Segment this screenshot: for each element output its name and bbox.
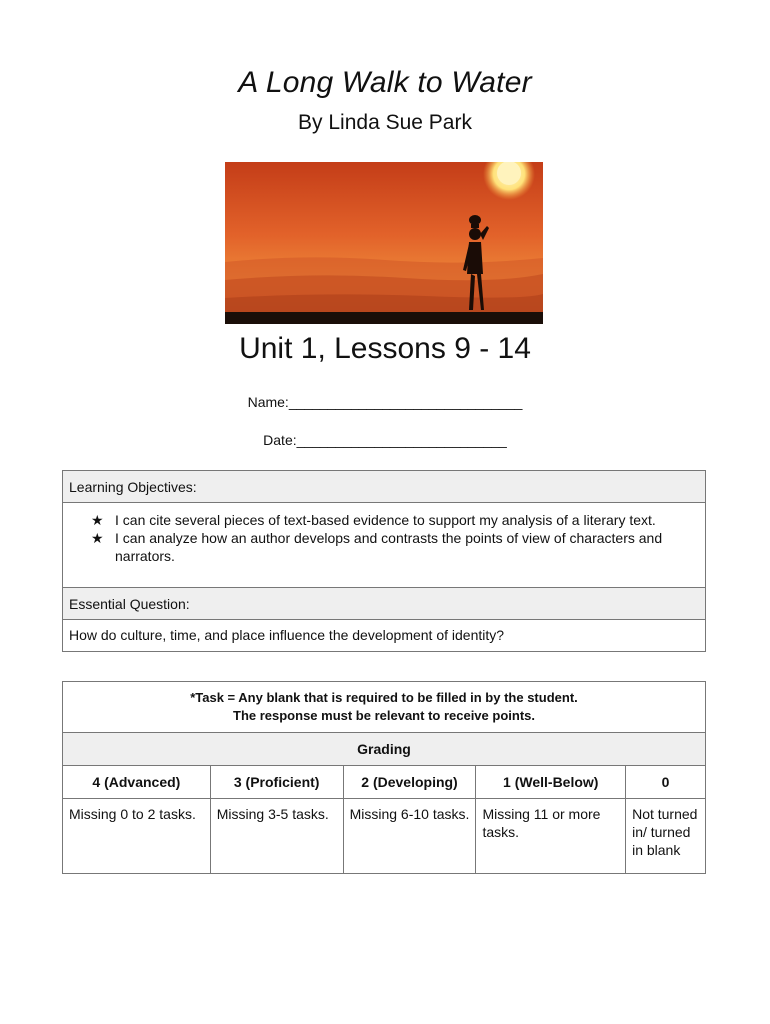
objective-item <box>69 511 705 529</box>
date-field[interactable]: Date:___________________________ <box>263 432 507 448</box>
task-line-2: The response must be relevant to receive points. <box>233 708 535 723</box>
level-description: Missing 0 to 2 tasks. <box>63 799 211 874</box>
book-title: A Long Walk to Water <box>238 66 532 99</box>
level-description: Missing 6-10 tasks. <box>343 799 476 874</box>
star-icon: ★ <box>91 530 104 546</box>
objective-item <box>69 529 705 565</box>
star-icon: ★ <box>91 512 104 528</box>
level-header: 0 <box>626 766 706 799</box>
grading-table <box>62 681 706 874</box>
essential-question-heading: Essential Question: <box>63 588 705 620</box>
level-header: 1 (Well-Below) <box>476 766 626 799</box>
level-header: 3 (Proficient) <box>210 766 343 799</box>
level-description: Missing 3-5 tasks. <box>210 799 343 874</box>
name-field[interactable]: Name:______________________________ <box>247 394 523 410</box>
level-header: 4 (Advanced) <box>63 766 211 799</box>
unit-heading: Unit 1, Lessons 9 - 14 <box>239 332 531 365</box>
cover-image <box>225 162 543 324</box>
level-header: 2 (Developing) <box>343 766 476 799</box>
book-author: By Linda Sue Park <box>298 111 472 134</box>
objective-text: I can cite several pieces of text-based evidence to support my analysis of a literary text. <box>115 512 656 528</box>
objectives-list <box>63 503 705 588</box>
objective-text: I can analyze how an author develops and contrasts the points of view of characters and narrators. <box>115 530 663 564</box>
task-definition <box>63 682 706 733</box>
level-description: Missing 11 or more tasks. <box>476 799 626 874</box>
grading-heading: Grading <box>63 733 706 766</box>
essential-question: How do culture, time, and place influence the development of identity? <box>69 627 505 643</box>
objectives-heading: Learning Objectives: <box>63 471 705 503</box>
objectives-box <box>62 470 706 652</box>
level-description: Not turned in/ turned in blank <box>626 799 706 874</box>
task-line-1: *Task = Any blank that is required to be filled in by the student. <box>190 690 578 705</box>
